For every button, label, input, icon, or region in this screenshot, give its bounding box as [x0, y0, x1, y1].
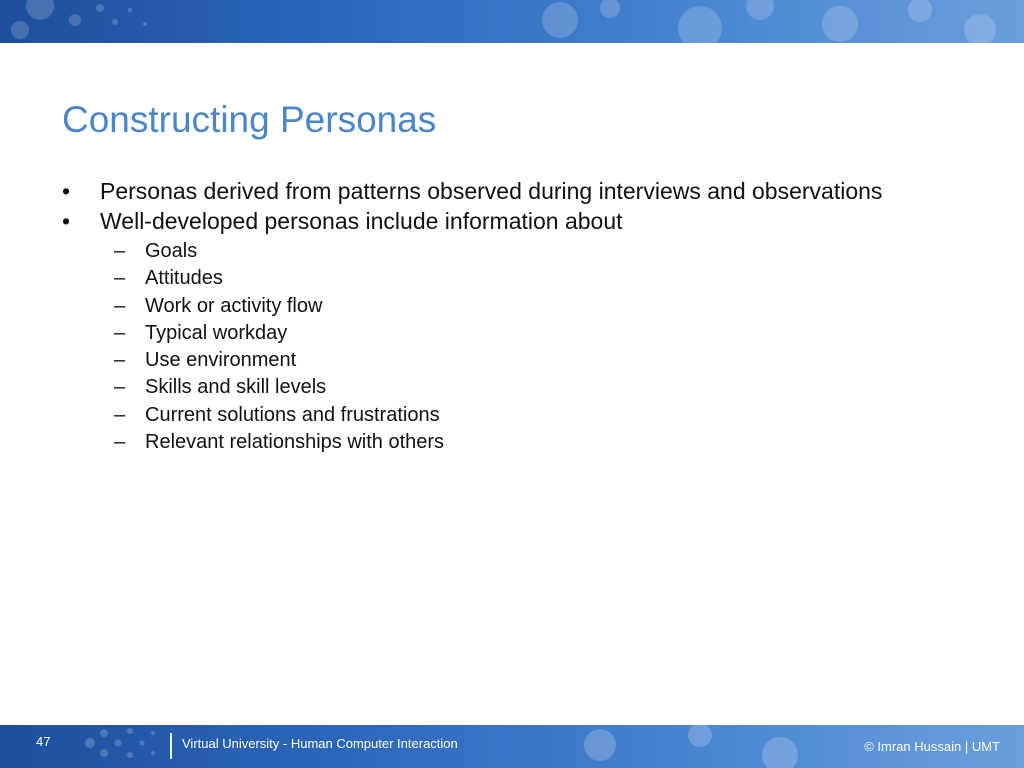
- page-number: 47: [36, 734, 51, 749]
- sub-bullet-list: [62, 238, 962, 456]
- sub-bullet-text: Relevant relationships with others: [145, 431, 445, 454]
- header-dot-pattern: [0, 0, 1024, 43]
- bullet-text: Well-developed personas include information about: [100, 208, 623, 234]
- sub-bullet-item: [62, 238, 962, 265]
- dash-marker: –: [114, 431, 126, 454]
- footer-copyright: © Imran Hussain | UMT: [864, 739, 1000, 754]
- slide-body: [62, 178, 962, 456]
- sub-bullet-text: Work or activity flow: [145, 294, 323, 317]
- sub-bullet-item: [62, 320, 962, 347]
- sub-bullet-text: Attitudes: [145, 267, 223, 290]
- dash-marker: –: [114, 321, 126, 344]
- sub-bullet-item: [62, 265, 962, 292]
- sub-bullet-text: Skills and skill levels: [145, 376, 327, 399]
- dash-marker: –: [114, 294, 126, 317]
- sub-bullet-item: [62, 374, 962, 401]
- sub-bullet-text: Current solutions and frustrations: [145, 403, 440, 426]
- sub-bullet-item: [62, 293, 962, 320]
- dash-marker: –: [114, 403, 126, 426]
- footer-divider: [170, 733, 172, 759]
- footer-course-title: Virtual University - Human Computer Interaction: [182, 736, 458, 751]
- dash-marker: –: [114, 240, 126, 262]
- sub-bullet-item: [62, 402, 962, 429]
- dash-marker: –: [114, 267, 126, 290]
- dash-marker: –: [114, 376, 126, 399]
- header-band: [0, 0, 1024, 43]
- bullet-marker: •: [62, 178, 71, 204]
- sub-bullet-text: Typical workday: [145, 321, 288, 344]
- slide-title: Constructing Personas: [62, 99, 437, 140]
- bullet-marker: •: [62, 208, 71, 234]
- bullet-item: [62, 208, 962, 234]
- sub-bullet-text: Goals: [145, 240, 198, 262]
- sub-bullet-item: [62, 347, 962, 374]
- bullet-item: [62, 178, 962, 204]
- sub-bullet-text: Use environment: [145, 349, 297, 372]
- dash-marker: –: [114, 349, 126, 372]
- bullet-text: Personas derived from patterns observed during interviews and observations: [100, 178, 883, 204]
- sub-bullet-item: [62, 429, 962, 456]
